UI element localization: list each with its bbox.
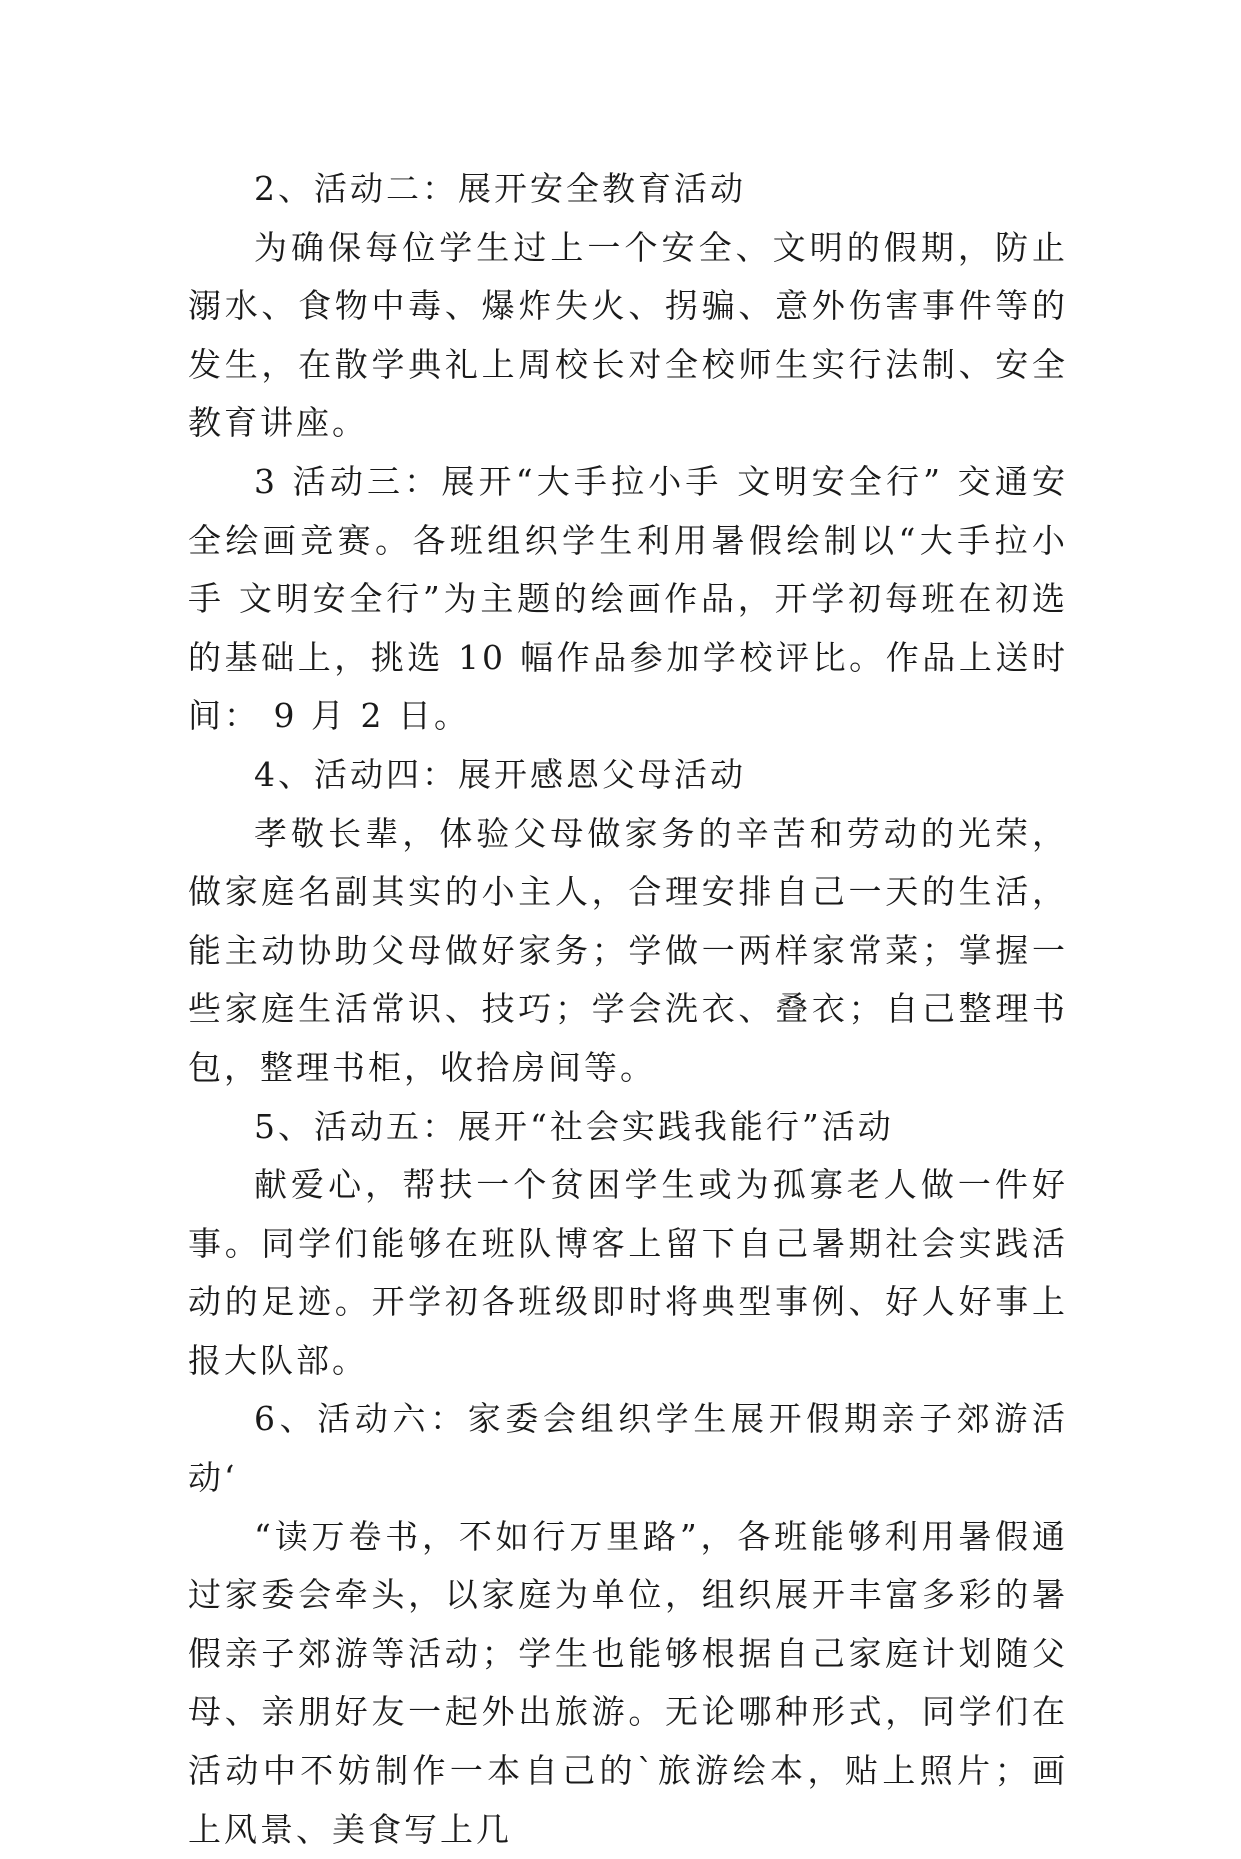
activity-4-heading: 4、活动四：展开感恩父母活动	[254, 754, 746, 794]
activity-2-heading: 2、活动二：展开安全教育活动	[254, 169, 746, 208]
activity-6-heading: 6、活动六：家委会组织学生展开假期亲子郊游活动‘	[188, 1399, 1068, 1498]
activity-5-body: 献爱心，帮扶一个贫困学生或为孤寡老人做一件好事。同学们能够在班队博客上留下自己暑期社会实践活动的足迹。开学初各班级即时将典型事例、好人好事上报大队部。	[188, 1165, 1068, 1380]
activity-5-heading: 5、活动五：展开“社会实践我能行”活动	[254, 1106, 894, 1146]
activity-4-body: 孝敬长辈，体验父母做家务的辛苦和劳动的光荣，做家庭名副其实的小主人，合理安排自己一天的生活，能主动协助父母做好家务；学做一两样家常菜；掌握一些家庭生活常识、技巧；学会洗衣、叠衣；自己整理书包，整理书柜，收拾房间等。	[188, 813, 1068, 1087]
activity-3-paragraph: 3 活动三：展开“大手拉小手 文明安全行” 交通安全绘画竞赛。各班组织学生利用暑假绘制以“大手拉小手 文明安全行”为主题的绘画作品，开学初每班在初选的基础上，挑选 10 幅作品参加学校评比。作品上送时间： 9 月 2 日。	[188, 461, 1068, 736]
activity-6-body: “读万卷书，不如行万里路”，各班能够利用暑假通过家委会牵头，以家庭为单位，组织展开丰富多彩的暑假亲子郊游等活动；学生也能够根据自己家庭计划随父母、亲朋好友一起外出旅游。无论哪种形式，同学们在活动中不妨制作一本自己的`旅游绘本，贴上照片；画上风景、美食写上几	[188, 1516, 1068, 1849]
activity-2-body: 为确保每位学生过上一个安全、文明的假期，防止溺水、食物中毒、爆炸失火、拐骗、意外伤害事件等的发生，在散学典礼上周校长对全校师生实行法制、安全教育讲座。	[188, 227, 1068, 443]
document-body	[188, 160, 1068, 1859]
